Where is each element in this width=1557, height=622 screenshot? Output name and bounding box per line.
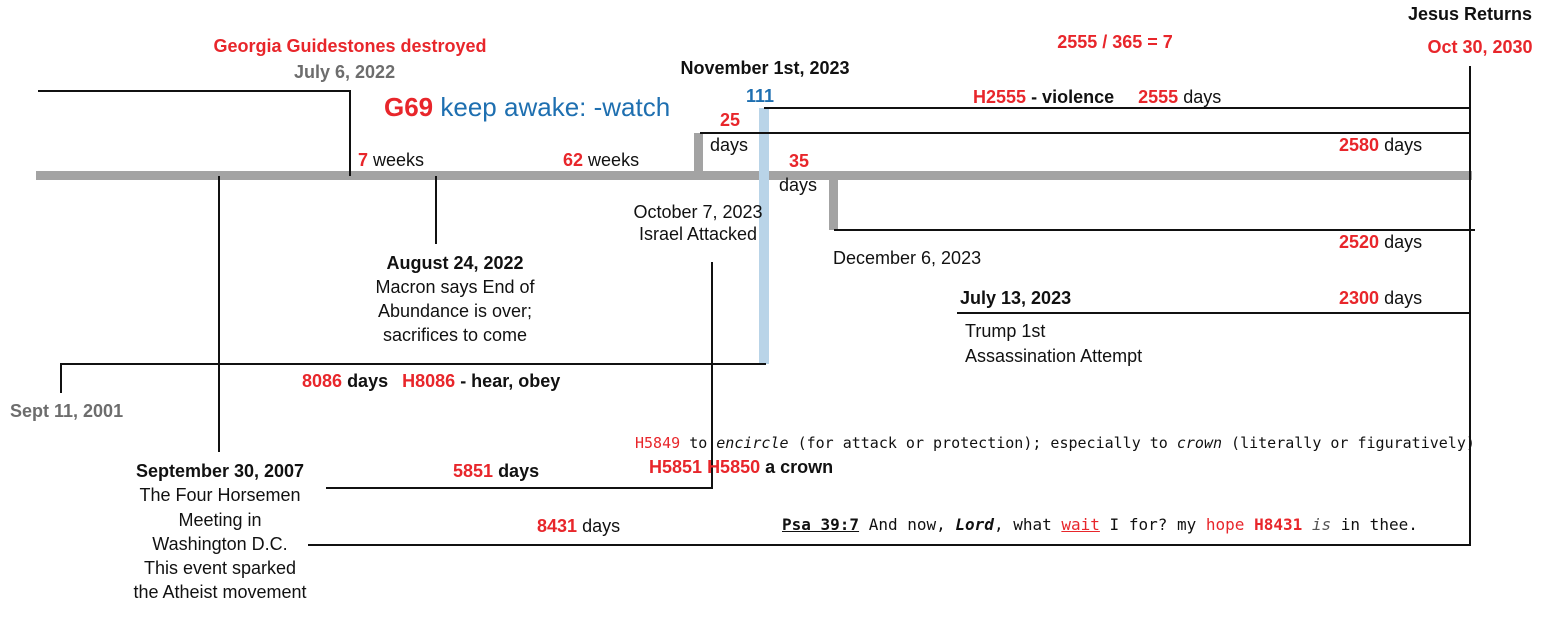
sep30-2007-block	[95, 459, 345, 605]
sep30-desc-2: Meeting in	[178, 509, 262, 530]
aug24-block	[330, 251, 580, 347]
duration-8431-days: 8431 days	[537, 516, 621, 536]
sep30-date: September 30, 2007	[135, 461, 305, 481]
duration-2520-days: 2520 days	[1339, 232, 1423, 252]
sep30-desc-4: This event sparked	[143, 558, 297, 579]
july6-date: July 6, 2022	[294, 62, 396, 82]
sep30-desc-3: Washington D.C.	[152, 533, 288, 554]
aug24-desc-2: Abundance is over;	[377, 301, 533, 321]
number-111: 111	[746, 86, 775, 106]
aug24-desc-1: Macron says End of	[375, 277, 535, 297]
line-2300-days	[957, 312, 1471, 314]
duration-7-weeks: 7 weeks	[358, 150, 425, 170]
duration-8086-days: 8086 days H8086 - hear, obey	[302, 371, 561, 391]
nov1-date: November 1st, 2023	[680, 58, 850, 78]
jul13-desc-2: Assassination Attempt	[965, 346, 1143, 366]
aug24-date: August 24, 2022	[386, 253, 524, 273]
duration-25-unit: days	[710, 135, 749, 155]
tick-oct7	[711, 262, 713, 489]
oct30-2030-right-line	[1469, 66, 1471, 546]
g69-label	[384, 92, 670, 122]
duration-2580-days: 2580 days	[1339, 135, 1423, 155]
h5849-definition: H5849 to encircle (for attack or protection); especially to crown (literally or figuratively)	[635, 434, 1475, 452]
ratio-label: 2555 / 365 = 7	[1057, 32, 1173, 52]
oct7-date: October 7, 2023	[633, 202, 763, 222]
jesus-returns-date: Oct 30, 2030	[1427, 37, 1533, 57]
g69-code: G69	[384, 92, 434, 122]
duration-25-num: 25	[720, 110, 741, 130]
line-top-left	[38, 90, 351, 92]
duration-5851-days: 5851 days	[453, 461, 540, 481]
georgia-title: Georgia Guidestones destroyed	[213, 36, 487, 56]
line-8431-days	[308, 544, 1471, 546]
tick-sept11	[60, 363, 62, 393]
duration-2555-days: H2555 - violence 2555 days	[973, 87, 1222, 107]
oct7-block	[598, 201, 798, 245]
sep30-desc-1: The Four Horsemen	[139, 485, 301, 506]
jul13-date: July 13, 2023	[960, 288, 1072, 308]
oct7-desc: Israel Attacked	[638, 224, 758, 244]
sept11-date: Sept 11, 2001	[10, 401, 124, 421]
jul13-block	[965, 319, 1142, 369]
tick-25-days	[694, 133, 703, 172]
line-8086-days	[61, 363, 766, 365]
jul13-desc-1: Trump 1st	[965, 321, 1046, 341]
sep30-desc-5: the Atheist movement	[133, 582, 307, 603]
main-timeline-bar	[36, 171, 1472, 180]
tick-sep30-2007	[218, 176, 220, 452]
tick-aug24	[435, 176, 437, 244]
jesus-returns-title: Jesus Returns	[1407, 4, 1533, 24]
dec6-date: December 6, 2023	[833, 248, 982, 268]
crown-label: H5851 H5850 a crown	[649, 457, 834, 477]
tick-july6	[349, 90, 351, 176]
georgia-guidestones-label	[150, 35, 550, 57]
psalm-verse: Psa 39:7 And now, Lord, what wait I for? my hope H8431 is in thee.	[782, 515, 1418, 534]
g69-meaning: keep awake: -watch	[440, 92, 671, 122]
line-5851-days	[326, 487, 713, 489]
duration-2300-days: 2300 days	[1339, 288, 1423, 308]
tick-35-days	[829, 178, 838, 230]
duration-35-unit: days	[779, 175, 818, 195]
aug24-desc-3: sacrifices to come	[382, 325, 528, 345]
duration-35-num: 35	[789, 151, 810, 171]
duration-62-weeks: 62 weeks	[563, 150, 640, 170]
